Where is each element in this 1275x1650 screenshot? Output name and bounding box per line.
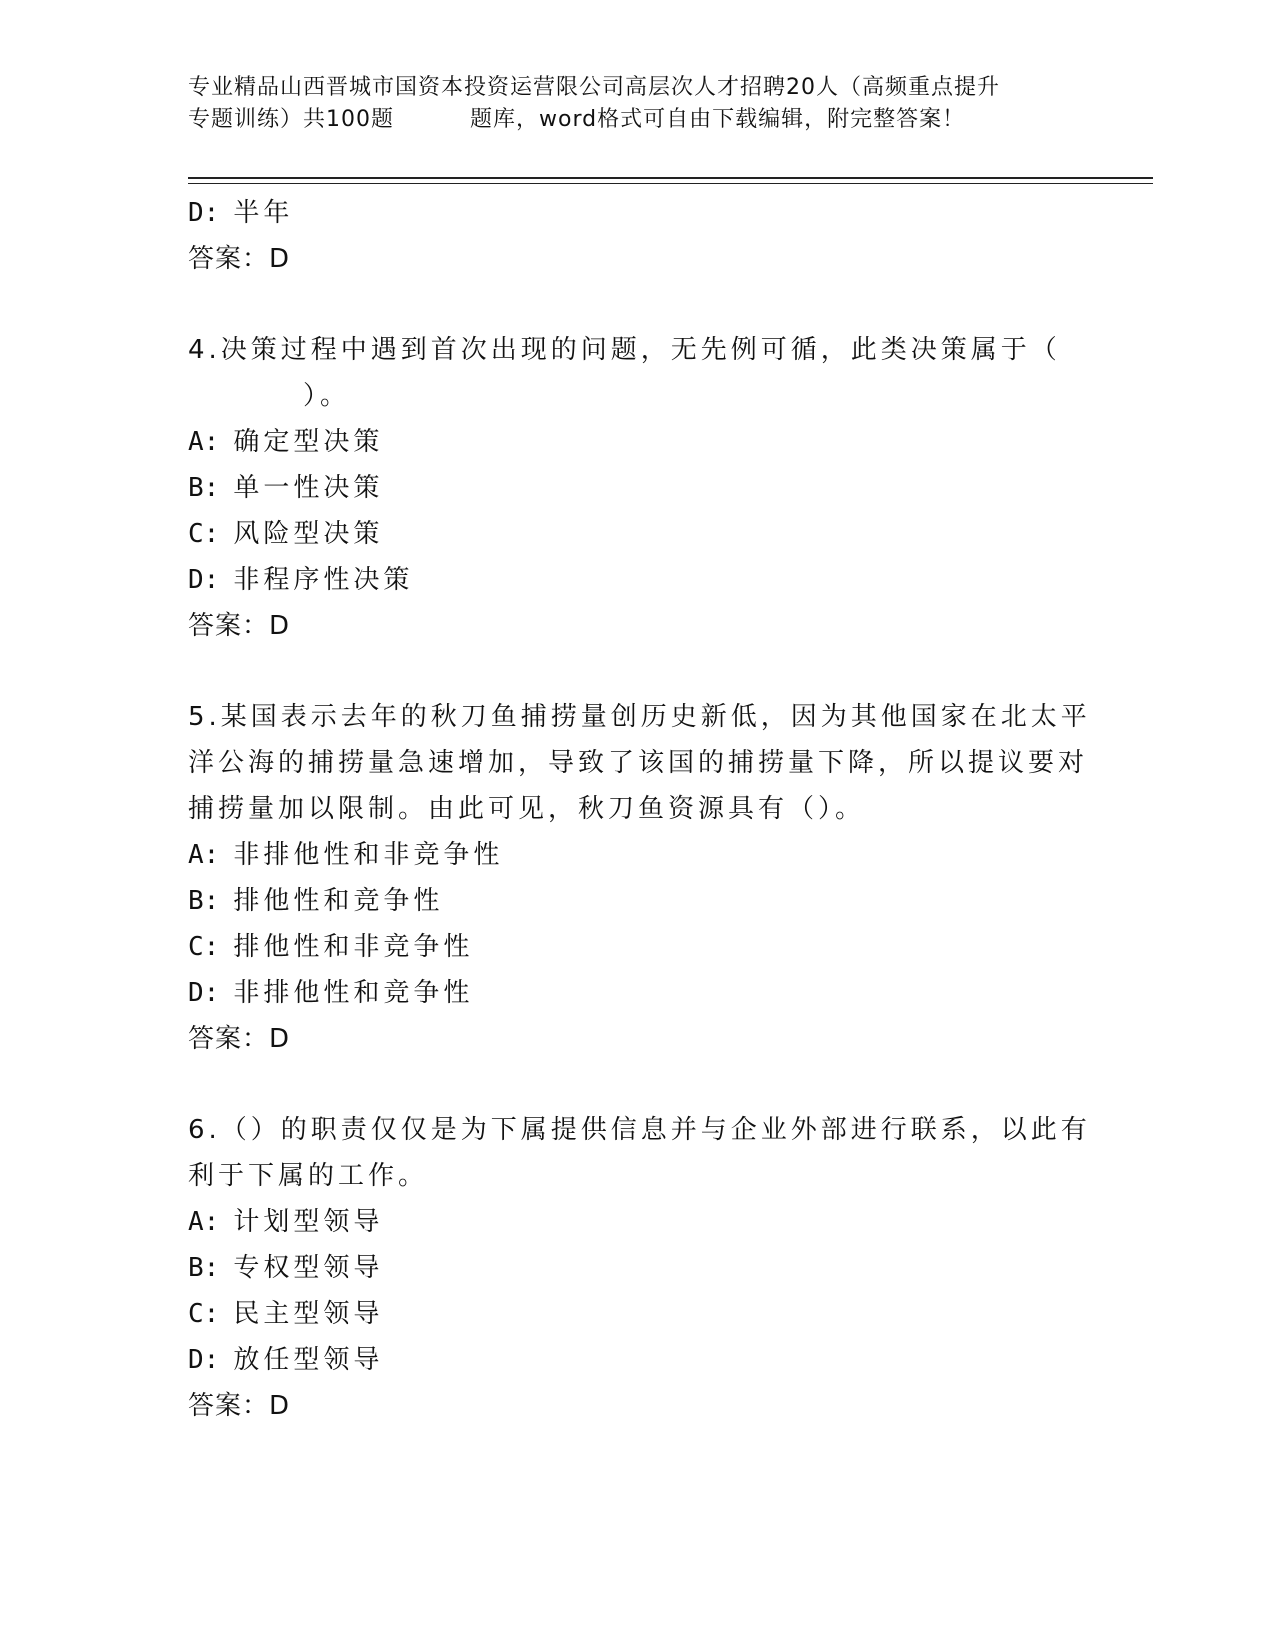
question-5-option-b: [188, 878, 1068, 924]
question-5-option-a: [188, 832, 1068, 878]
option-text: 确定型决策: [233, 427, 384, 457]
option-key: C:: [188, 1299, 220, 1329]
option-text: 单一性决策: [233, 473, 384, 503]
question-5-text: [188, 694, 1091, 832]
question-4-line-1: 4.决策过程中遇到首次出现的问题，无先例可循，此类决策属于（: [188, 335, 1061, 365]
question-5-option-c: [188, 924, 1068, 970]
header-line-2-right: 题库，word格式可自由下载编辑，附完整答案！: [470, 107, 966, 132]
option-key: D:: [188, 198, 220, 228]
question-4-option-c: [188, 511, 1068, 557]
prev-option-d: [188, 190, 1068, 236]
question-4-line-2: ）。: [303, 381, 351, 411]
question-4-option-a: [188, 419, 1068, 465]
question-6-option-a: [188, 1199, 1068, 1245]
option-key: A:: [188, 1207, 220, 1237]
question-5-answer: 答案：D: [188, 1024, 291, 1054]
option-text: 专权型领导: [233, 1253, 384, 1283]
option-text: 放任型领导: [233, 1345, 384, 1375]
question-6-line-1: 6.（）的职责仅仅是为下属提供信息并与企业外部进行联系，以此有: [188, 1115, 1091, 1145]
question-6-line-2: 利于下属的工作。: [188, 1161, 429, 1191]
question-4-option-d: [188, 557, 1068, 603]
option-key: B:: [188, 886, 220, 916]
question-4-answer: 答案：D: [188, 611, 291, 641]
header-line-2: [188, 104, 1088, 136]
question-4-option-b: [188, 465, 1068, 511]
question-5-line-2: 洋公海的捕捞量急速增加，导致了该国的捕捞量下降，所以提议要对: [188, 748, 1089, 778]
option-text: 计划型领导: [233, 1207, 384, 1237]
question-5-option-d: [188, 970, 1068, 1016]
header-line-1: 专业精品山西晋城市国资本投资运营限公司高层次人才招聘20人（高频重点提升: [188, 75, 1000, 100]
option-text: 半年: [233, 198, 294, 228]
page-header: [188, 72, 1088, 136]
option-text: 排他性和非竞争性: [233, 932, 474, 962]
option-text: 非程序性决策: [233, 565, 414, 595]
header-line-2-left: 专题训练）共100题: [188, 107, 394, 132]
option-key: A:: [188, 840, 220, 870]
question-6-option-b: [188, 1245, 1068, 1291]
option-key: B:: [188, 1253, 220, 1283]
option-key: C:: [188, 519, 220, 549]
header-divider-thick: [188, 177, 1153, 179]
option-key: A:: [188, 427, 220, 457]
question-5-line-1: 5.某国表示去年的秋刀鱼捕捞量创历史新低，因为其他国家在北太平: [188, 702, 1091, 732]
header-divider-thin: [188, 183, 1153, 184]
question-6-option-c: [188, 1291, 1068, 1337]
option-text: 排他性和竞争性: [233, 886, 444, 916]
option-text: 民主型领导: [233, 1299, 384, 1329]
question-4-text: [188, 327, 1068, 419]
option-key: C:: [188, 932, 220, 962]
prev-answer: 答案：D: [188, 244, 291, 274]
question-6-answer: 答案：D: [188, 1391, 291, 1421]
option-key: D:: [188, 565, 220, 595]
option-text: 风险型决策: [233, 519, 384, 549]
option-text: 非排他性和非竞争性: [233, 840, 504, 870]
question-5-line-3: 捕捞量加以限制。由此可见，秋刀鱼资源具有（）。: [188, 794, 866, 824]
question-6-option-d: [188, 1337, 1068, 1383]
option-key: B:: [188, 473, 220, 503]
option-text: 非排他性和竞争性: [233, 978, 474, 1008]
option-key: D:: [188, 978, 220, 1008]
option-key: D:: [188, 1345, 220, 1375]
question-list: [188, 190, 1091, 1429]
question-6-text: [188, 1107, 1091, 1199]
